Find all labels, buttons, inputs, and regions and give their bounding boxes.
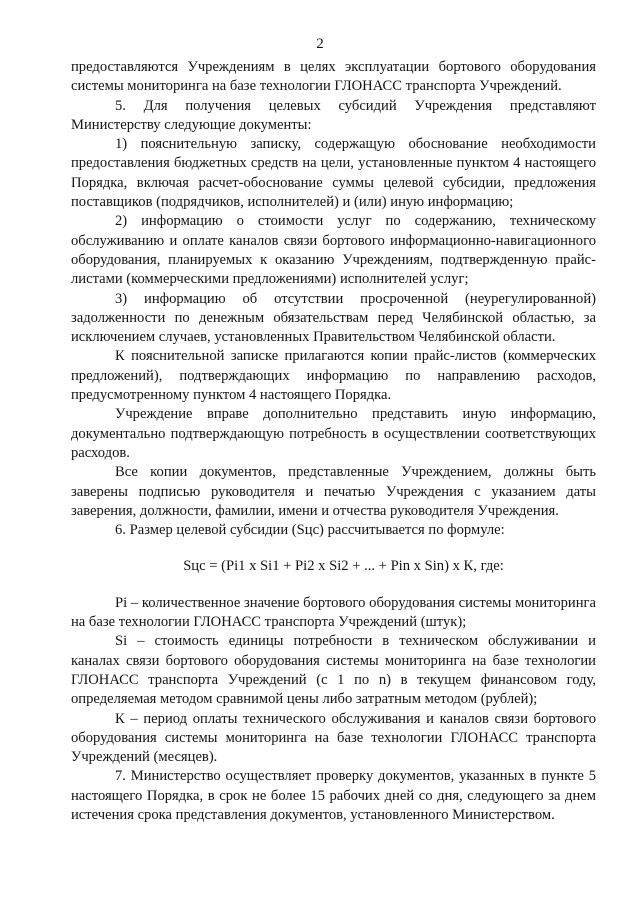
paragraph-continuation: предоставляются Учреждениям в целях эксплуатации бортового оборудования системы мониторинга на базе технологии ГЛОНАСС транспорта Учреждений. [71,59,596,95]
paragraph-copies-certification: Все копии документов, представленные Учреждением, должны быть заверены подписью руководителя и печатью Учреждения с указанием даты заверения, должности, фамилии, имени и отчества руководителя Учреждения. [71,464,596,519]
paragraph-subitem-2: 2) информацию о стоимости услуг по содержанию, техническому обслуживанию и оплате каналов связи бортового информационно-навигационного оборудования, планируемых к оказанию Учреждениям, подтвержденную прайс-листами (коммерческими предложениями) исполнителей услуг; [71,213,596,288]
definition-si: Si – стоимость единицы потребности в техническом обслуживании и каналах связи бортового оборудования системы мониторинга на базе технологии ГЛОНАСС транспорта Учреждений (с 1 по n) в текущем финансовом году, определяемая методом сравнимой цены либо затратным методом (рублей); [71,633,596,708]
document-body [71,58,596,825]
paragraph-subitem-1: 1) пояснительную записку, содержащую обоснование необходимости предоставления бюджетных средств на цели, установленные пунктом 4 настоящего Порядка, включая расчет-обоснование суммы целевой субсидии, предложения поставщиков (подрядчиков, исполнителей) и (или) иную информацию; [71,136,596,211]
paragraph-item-7: 7. Министерство осуществляет проверку документов, указанных в пункте 5 настоящего Порядка, в срок не более 15 рабочих дней со дня, следующего за днем истечения срока представления документов, установленного Министерством. [71,768,596,823]
definition-pi: Pi – количественное значение бортового оборудования системы мониторинга на базе технологии ГЛОНАСС транспорта Учреждений (штук); [71,594,596,631]
definition-k: К – период оплаты технического обслуживания и каналов связи бортового оборудования системы мониторинга на базе технологии ГЛОНАСС транспорта Учреждений (месяцев). [71,710,596,766]
paragraph-attachments: К пояснительной записке прилагаются копии прайс-листов (коммерческих предложений), подтверждающих информацию по направлению расходов, предусмотренному пунктом 4 настоящего Порядка. [71,348,596,404]
page-number: 2 [316,36,324,52]
paragraph-additional-info: Учреждение вправе дополнительно представить иную информацию, документально подтверждающую потребность в осуществлении соответствующих расходов. [71,406,596,461]
paragraph-item-6: 6. Размер целевой субсидии (Sцс) рассчитывается по формуле: [115,522,505,539]
paragraph-subitem-3: 3) информацию об отсутствии просроченной (неурегулированной) задолженности по денежным обязательствам перед Челябинской областью, за исключением случаев, установленных Правительством Челябинской области. [71,290,596,346]
subsidy-formula: Sцс = (Pi1 x Si1 + Pi2 x Si2 + ... + Pin x Sin) x К, где: [183,558,504,575]
paragraph-item-5: 5. Для получения целевых субсидий Учреждения представляют Министерству следующие документы: [71,97,596,133]
